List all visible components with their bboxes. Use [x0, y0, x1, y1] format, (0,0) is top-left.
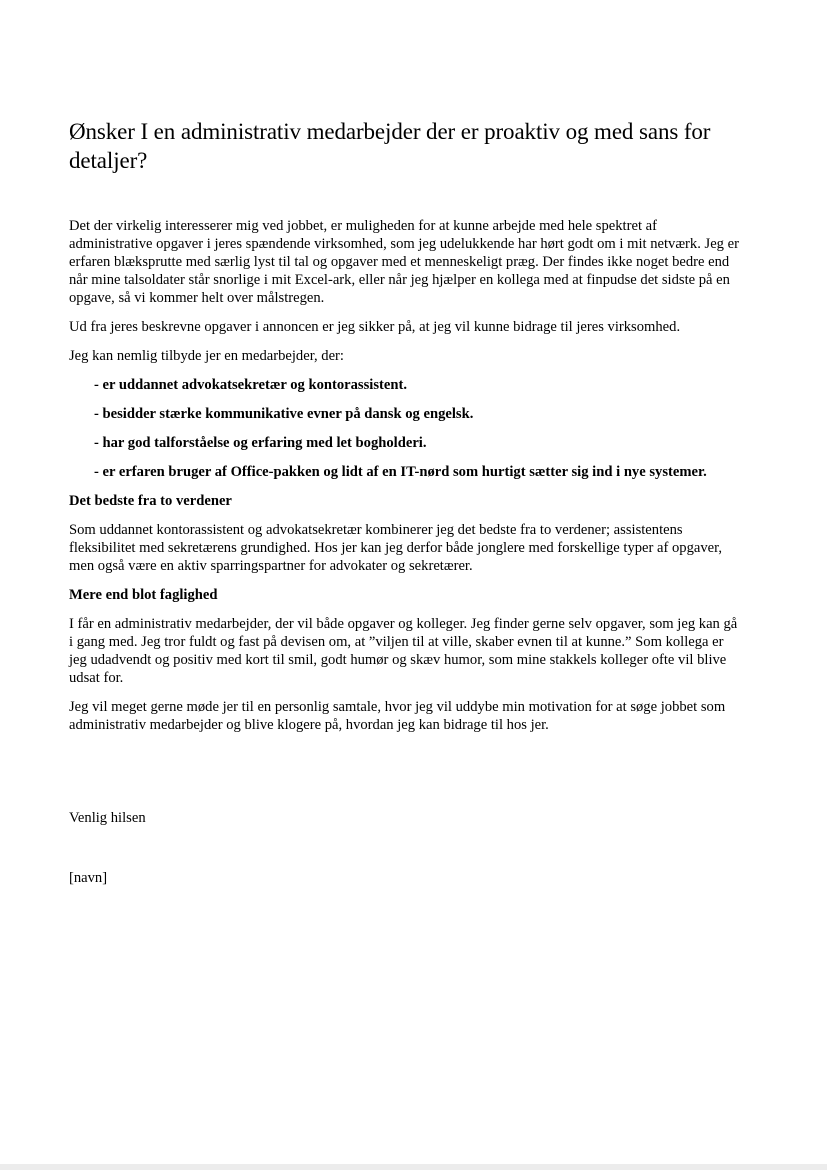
- section-text-more-than-skills: I får en administrativ medarbejder, der vil både opgaver og kolleger. Jeg finder gerne selv opgaver, som jeg kan gå i gang med. Jeg tror fuldt og fast på devisen om, at ”viljen til at ville, skaber evnen til at kunne.” Som kollega er jeg udadvendt og positiv med kort til smil, godt humør og skæv humor, som mine stakkels kolleger ofte vil blive udsat for.: [69, 616, 738, 686]
- qualifications-list: [69, 376, 741, 481]
- signature-name: [navn]: [69, 870, 108, 886]
- offer-paragraph: Jeg kan nemlig tilbyde jer en medarbejder, der:: [69, 348, 344, 364]
- final-paragraph: Jeg vil meget gerne møde jer til en personlig samtale, hvor jeg vil uddybe min motivation for at søge jobbet som administrativ medarbejder og blive klogere på, hvordan jeg kan bidrage til hos jer.: [69, 699, 726, 733]
- section-text-two-worlds: Som uddannet kontorassistent og advokatsekretær kombinerer jeg det bedste fra to verdener; assistentens fleksibilitet med sekretærens grundighed. Hos jer kan jeg derfor både jonglere med forskellige typer af opgaver, men også være en aktiv sparringspartner for advokater og sekretærer.: [69, 522, 723, 574]
- list-item: - har god talforståelse og erfaring med let bogholderi.: [94, 435, 427, 451]
- letter-title: Ønsker I en administrativ medarbejder der er proaktiv og med sans for detaljer?: [69, 119, 711, 173]
- section-heading-two-worlds: Det bedste fra to verdener: [69, 493, 232, 509]
- contribution-paragraph: Ud fra jeres beskrevne opgaver i annoncen er jeg sikker på, at jeg vil kunne bidrage til jeres virksomhed.: [69, 319, 681, 335]
- section-heading-more-than-skills: Mere end blot faglighed: [69, 587, 218, 603]
- list-item: - er erfaren bruger af Office-pakken og lidt af en IT-nørd som hurtigt sætter sig ind i nye systemer.: [94, 464, 707, 480]
- list-item: - besidder stærke kommunikative evner på dansk og engelsk.: [94, 406, 474, 422]
- page-bottom-edge: [0, 1164, 827, 1170]
- letter-body: [69, 117, 741, 745]
- list-item: - er uddannet advokatsekretær og kontorassistent.: [94, 377, 407, 393]
- intro-paragraph: Det der virkelig interesserer mig ved jobbet, er muligheden for at kunne arbejde med hele spektret af administrative opgaver i jeres spændende virksomhed, som jeg udelukkende har hørt godt om i mit netværk. Jeg er erfaren blæksprutte med særlig lyst til tal og opgaver med et menneskeligt præg. Der findes ikke noget bedre end når mine talsoldater står snorlige i mit Excel-ark, eller når jeg hjælper en kollega med at finpudse det sidste på en opgave, så vi kommer helt over målstregen.: [69, 218, 739, 306]
- closing-salutation: Venlig hilsen: [69, 810, 146, 826]
